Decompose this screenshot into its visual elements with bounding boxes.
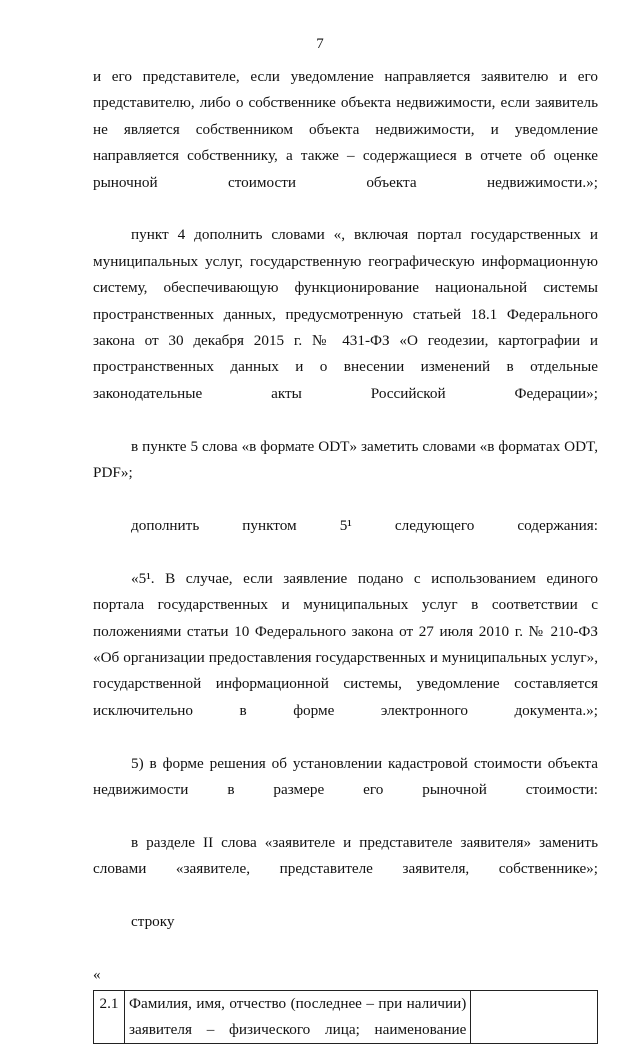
paragraph-3: в пункте 5 слова «в формате ODT» заметить словами «в форматах ODT, PDF»; [93, 437, 598, 482]
paragraph-1: и его представителе, если уведомление направляется заявителю и его представителю, либо о собственнике объекта недвижимости, если заявитель не является собственником объекта недвижимости, и уведомление направляется собственнику, а также – содержащиеся в отчете об оценке рыночной стоимости объекта недвижимости.»; [93, 68, 598, 191]
paragraph-5: «5¹. В случае, если заявление подано с использованием единого портала государственных и муниципальных услуг в соответствии с положениями статьи 10 Федерального закона от 27 июля 2010 г. № 210-ФЗ «Об организации предоставления государственных и муниципальных услуг», государственной информационной системы, уведомление составляется исключительно в форме электронного документа.»; [93, 569, 598, 719]
row-text-cell [124, 990, 470, 1043]
paragraph-4: дополнить пунктом 5¹ следующего содержания: [131, 516, 598, 534]
row-value-cell [471, 990, 598, 1043]
amendment-table [93, 990, 598, 1044]
paragraph-2: пункт 4 дополнить словами «, включая портал государственных и муниципальных услуг, государственную географическую информационную систему, обеспечивающую функционирование национальной системы пространственных данных, предусмотренную статьей 18.1 Федерального закона от 30 декабря 2015 г. № 431-ФЗ «О геодезии, картографии и пространственных данных и о внесении изменений в отдельные законодательные акты Российской Федерации»; [93, 226, 598, 402]
row-text-line-2: заявителя – физического лица; наименование [128, 1020, 467, 1038]
table-row [94, 990, 598, 1043]
opening-quote: « [93, 965, 101, 983]
row-number-cell: 2.1 [94, 990, 125, 1043]
paragraph-7: в разделе II слова «заявителе и представителе заявителя» заменить словами «заявителе, представителе заявителя, собственнике»; [93, 833, 598, 878]
row-text-line-1: Фамилия, имя, отчество (последнее – при наличии) [128, 994, 467, 1012]
document-body [93, 64, 598, 1044]
paragraph-6: 5) в форме решения об установлении кадастровой стоимости объекта недвижимости в размере его рыночной стоимости: [93, 754, 598, 798]
page-number: 7 [316, 36, 324, 52]
paragraph-8: строку [131, 913, 175, 930]
